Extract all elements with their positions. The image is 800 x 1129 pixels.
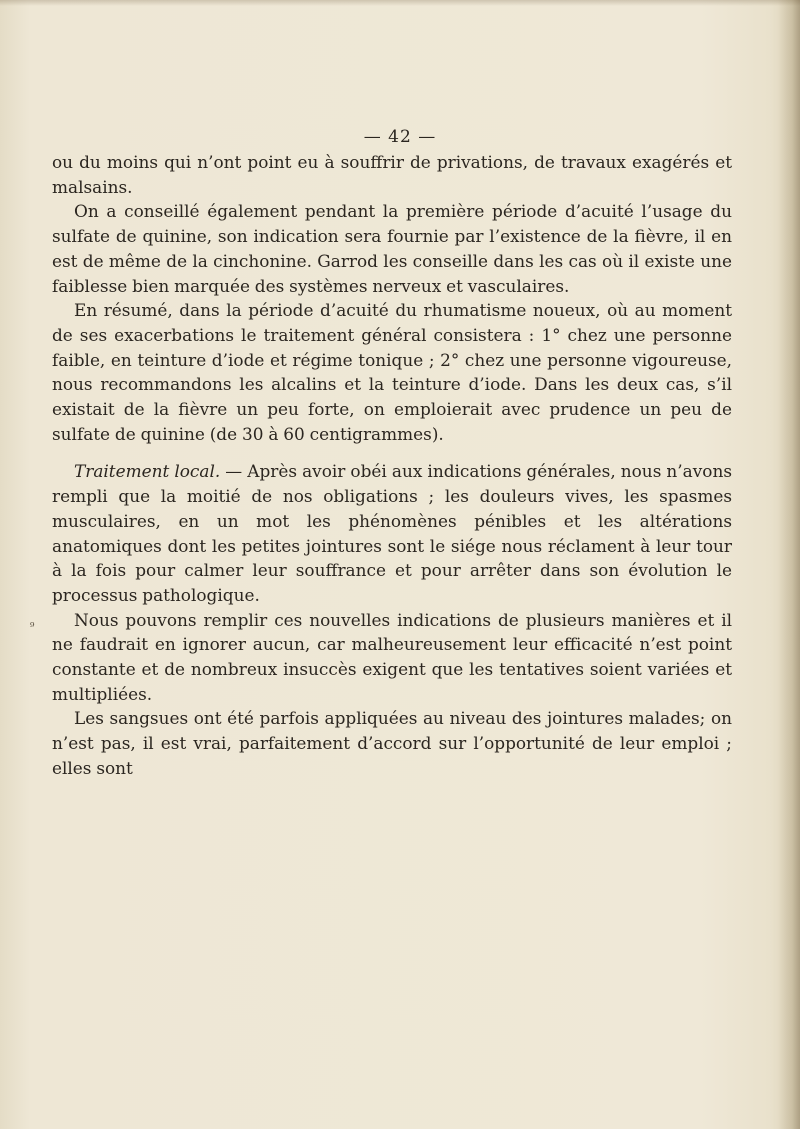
paragraph-5: Nous pouvons remplir ces nouvelles indications de plusieurs manières et il ne faudrait en ignorer aucun, car malheureusement leur efficacité n’est point constante et de nombreux insuccès exigent que les tentatives soient variées et multipliées.	[52, 609, 732, 704]
paragraph-2: On a conseillé également pendant la première période d’acuité l’usage du sulfate de quinine, son indication sera fournie par l’existence de la fièvre, il en est de même de la cinchonine. Garrod les conseille dans les cas où il existe une faiblesse bien marquée des systèmes nerveux et vasculaires.	[52, 201, 732, 296]
paragraph-6: Les sangsues ont été parfois appliquées au niveau des jointures malades; on n’est pas, il est vrai, parfaitement d’accord sur l’opportunité de leur emploi ; elles sont	[52, 708, 732, 778]
paragraph-3: En résumé, dans la période d’acuité du rhumatisme noueux, où au moment de ses exacerbations le traitement général consistera : 1° chez une personne faible, en teinture d’iode et régime tonique ; 2° chez une personne vigoureuse, nous recommandons les alcalins et la teinture d’iode. Dans les deux cas, s’il existait de la fièvre un peu forte, on emploierait avec prudence un peu de sulfate de quinine (de 30 à 60 centigrammes).	[52, 300, 732, 444]
page-number: — 42 —	[363, 127, 437, 147]
section-heading: Traitement local.	[74, 461, 221, 482]
page-binding-shadow	[778, 0, 800, 1129]
paragraph-1: ou du moins qui n’ont point eu à souffrir de privations, de travaux exagérés et malsains.	[52, 152, 732, 197]
paragraph-4-text: — Après avoir obéi aux indications générales, nous n’avons rempli que la moitié de nos obligations ; les douleurs vives, les spasmes musculaires, en un mot les phénomènes pénibles et les altérations anatomiques dont les petites jointures sont le siége nous réclament à leur tour à la fois pour calmer leur souffrance et pour arrêter dans son évolution le processus pathologique.	[52, 461, 733, 605]
margin-mark: ₉	[30, 617, 35, 630]
page-top-shadow	[0, 0, 800, 6]
paragraph-4	[52, 459, 732, 607]
body-text	[52, 150, 732, 781]
